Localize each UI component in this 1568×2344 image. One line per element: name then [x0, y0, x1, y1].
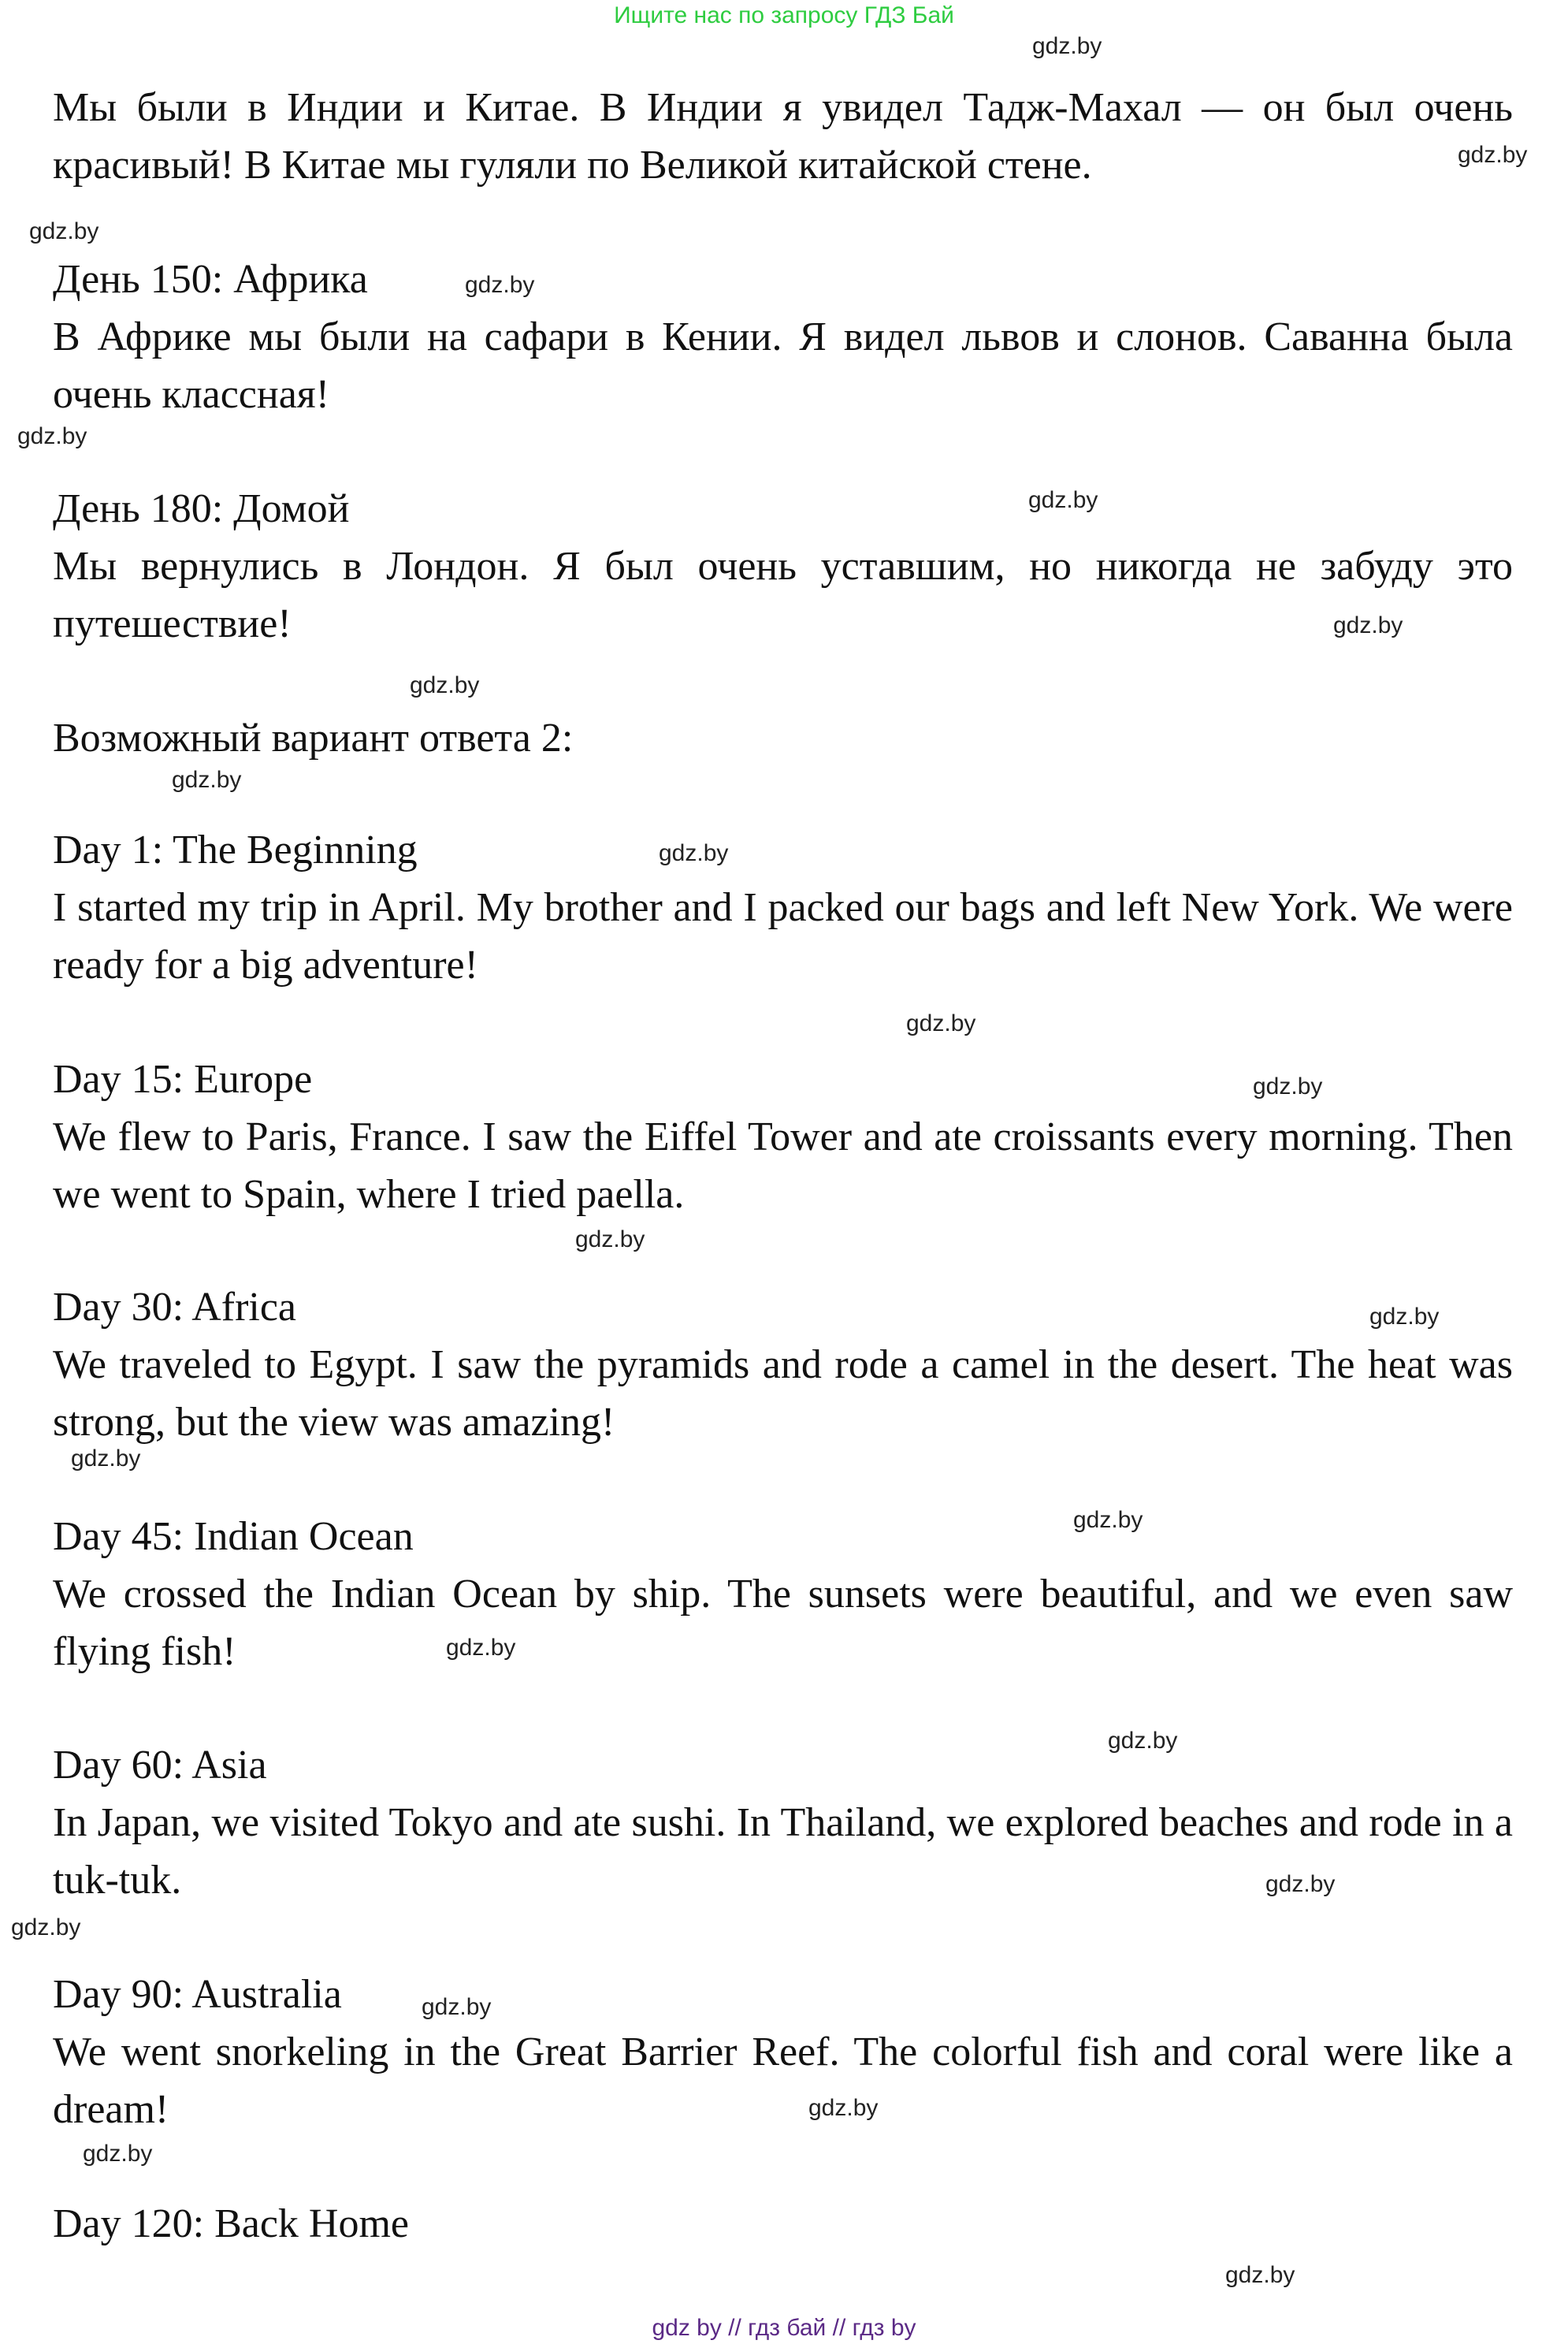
watermark: gdz.by — [1333, 612, 1403, 638]
day60-heading: Day 60: Asia — [53, 1743, 267, 1788]
watermark: gdz.by — [1073, 1507, 1143, 1533]
footer-links[interactable]: gdz by // гдз бай // гдз by — [652, 2315, 916, 2341]
watermark: gdz.by — [659, 840, 729, 866]
day15-heading: Day 15: Europe — [53, 1057, 313, 1102]
watermark: gdz.by — [29, 218, 99, 244]
watermark: gdz.by — [1032, 33, 1102, 59]
day30-paragraph: We traveled to Egypt. I saw the pyramids and rode a camel in the desert. The heat was strong, but the view was amazing! — [53, 1342, 1513, 1445]
watermark: gdz.by — [1265, 1871, 1336, 1897]
watermark: gdz.by — [808, 2095, 879, 2121]
watermark: gdz.by — [1108, 1728, 1178, 1754]
day120-heading: Day 120: Back Home — [53, 2201, 410, 2246]
day1-paragraph: I started my trip in April. My brother and I packed our bags and left New York. We were ready for a big adventure! — [53, 885, 1513, 988]
day180-ru-paragraph: Мы вернулись в Лондон. Я был очень уставшим, но никогда не забуду это путешествие! — [53, 544, 1513, 646]
watermark: gdz.by — [1225, 2262, 1295, 2288]
watermark: gdz.by — [446, 1635, 516, 1661]
day45-paragraph: We crossed the Indian Ocean by ship. The sunsets were beautiful, and we even saw flying fish! — [53, 1572, 1513, 1674]
watermark: gdz.by — [83, 2141, 153, 2167]
day150-ru-heading: День 150: Африка — [53, 257, 368, 302]
watermark: gdz.by — [1028, 487, 1098, 513]
watermark: gdz.by — [1369, 1304, 1440, 1330]
watermark: gdz.by — [71, 1445, 141, 1472]
day90-paragraph: We went snorkeling in the Great Barrier Reef. The colorful fish and coral were like a dream! — [53, 2030, 1513, 2132]
watermark: gdz.by — [422, 1994, 492, 2020]
watermark: gdz.by — [575, 1226, 645, 1252]
watermark: gdz.by — [172, 767, 242, 793]
watermark: gdz.by — [11, 1914, 81, 1940]
day45-heading: Day 45: Indian Ocean — [53, 1514, 414, 1559]
search-banner[interactable]: Ищите нас по запросу ГДЗ Бай — [614, 2, 954, 28]
day30-heading: Day 30: Africa — [53, 1285, 297, 1330]
variant-2-heading: Возможный вариант ответа 2: — [53, 716, 574, 761]
day60-paragraph: In Japan, we visited Tokyo and ate sushi. In Thailand, we explored beaches and rode in a tuk-tuk. — [53, 1800, 1513, 1903]
day15-paragraph: We flew to Paris, France. I saw the Eiffel Tower and ate croissants every morning. Then we went to Spain, where I tried paella. — [53, 1114, 1513, 1217]
day180-ru-heading: День 180: Домой — [53, 486, 350, 531]
day1-heading: Day 1: The Beginning — [53, 828, 418, 872]
watermark: gdz.by — [906, 1010, 976, 1036]
watermark: gdz.by — [17, 423, 87, 449]
watermark: gdz.by — [1458, 142, 1528, 168]
watermark: gdz.by — [1253, 1073, 1323, 1099]
day90-heading: Day 90: Australia — [53, 1972, 342, 2017]
watermark: gdz.by — [465, 272, 535, 298]
asia-ru-paragraph: Мы были в Индии и Китае. В Индии я увидел Тадж-Махал — он был очень красивый! В Китае мы гуляли по Великой китайской стене. — [53, 85, 1513, 188]
day150-ru-paragraph: В Африке мы были на сафари в Кении. Я видел львов и слонов. Саванна была очень классная! — [53, 314, 1513, 417]
watermark: gdz.by — [410, 672, 480, 698]
